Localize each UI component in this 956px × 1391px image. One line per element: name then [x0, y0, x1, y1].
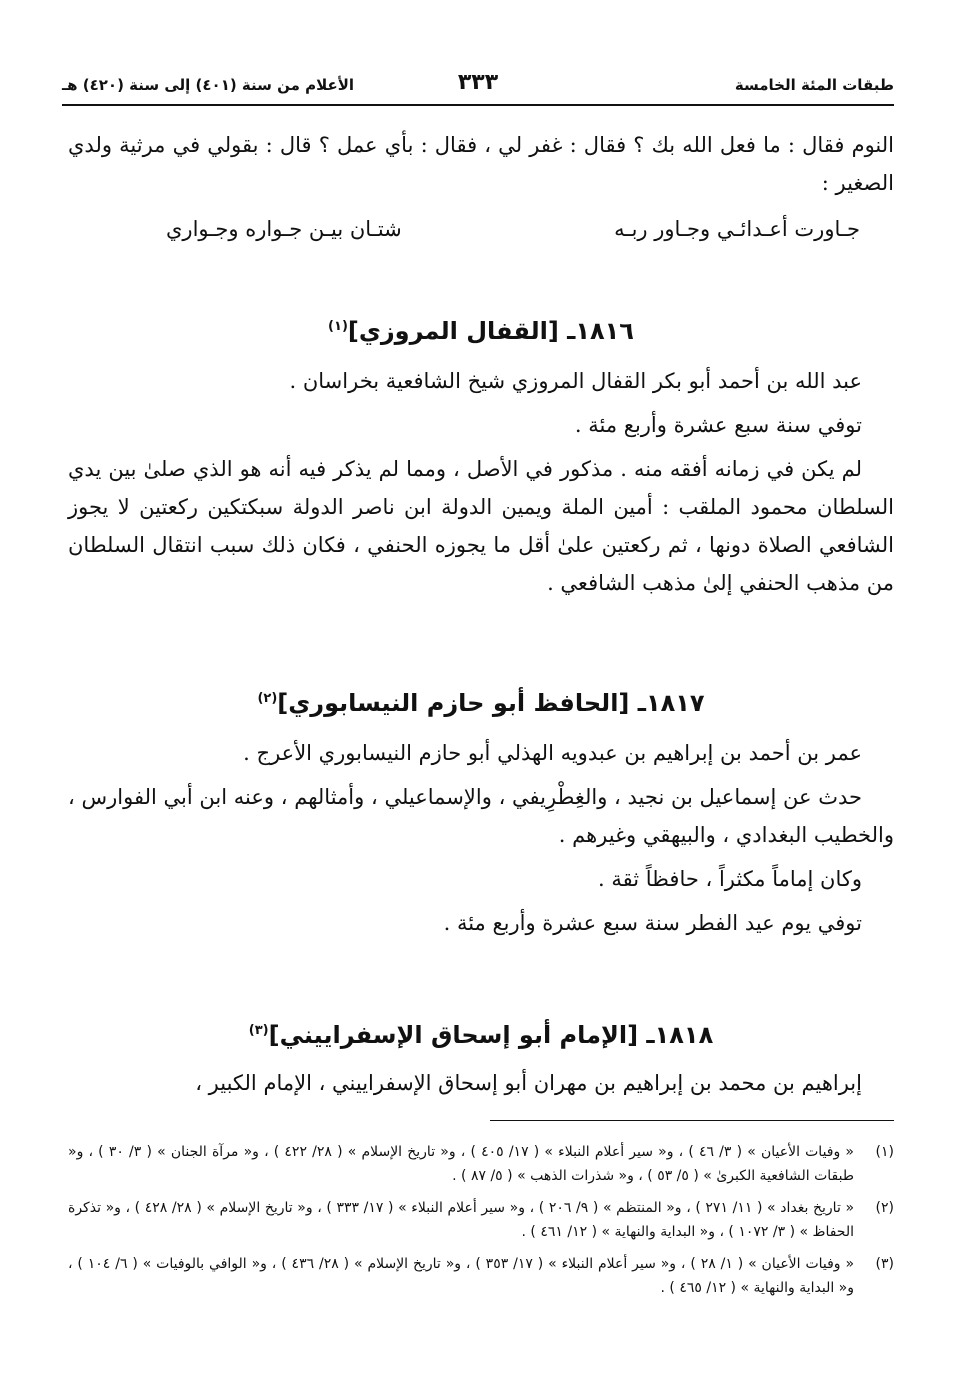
entry-paragraph: وكان إماماً مكثراً ، حافظاً ثقة .	[598, 867, 862, 891]
entry-1817	[68, 680, 894, 942]
entry-paragraph: توفي سنة سبع عشرة وأربع مئة .	[574, 413, 862, 437]
footnote-ref: (١)	[328, 319, 348, 334]
verse-first-hemistich: جـاورت أعـدائـي وجـاور ربـه	[614, 217, 860, 241]
entry-1816	[68, 308, 894, 602]
footnote-ref: (٣)	[248, 1023, 269, 1038]
verse-second-hemistich: شتـان بيـن جـواره وجـواري	[166, 217, 402, 241]
entry-title: ١٨١٦ـ [القفال المروزي]$^{(١)}$	[328, 317, 634, 345]
entry-title: ١٨١٧ـ [الحافظ أبو حازم النيسابوري]$^{(٢)}$	[257, 689, 705, 717]
opening-paragraph: النوم فقال : ما فعل الله بك ؟ فقال : غفر لي ، فقال : بأي عمل ؟ قال : بقولي في مرثية ولدي الصغير :	[68, 133, 894, 195]
verse-line	[68, 210, 894, 248]
entry-1818	[68, 1012, 894, 1102]
footnotes	[68, 1140, 894, 1308]
footnote	[68, 1140, 894, 1188]
header-rule	[62, 104, 894, 106]
footnote-number: (٣)	[875, 1256, 894, 1272]
page-number: ٣٣٣	[457, 70, 499, 95]
footnote-ref: (٢)	[257, 691, 278, 706]
header-range: الأعلام من سنة (٤٠١) إلى سنة (٤٢٠) هـ	[62, 76, 355, 94]
footnote	[68, 1252, 894, 1300]
footnote-number: (١)	[875, 1144, 894, 1160]
footnote	[68, 1196, 894, 1244]
footnote-rule	[490, 1120, 894, 1121]
entry-paragraph: لم يكن في زمانه أفقه منه . مذكور في الأصل ، ومما لم يذكر فيه أنه هو الذي صلىٰ بين يدي السلطان محمود الملقب : أمين الملة ويمين الدولة ابن ناصر الدولة سبكتكين ركعتين لا يجوز الشافعي الصلاة دونها ، ثم ركعتين علىٰ أقل ما يجوزه الحنفي ، فكان ذلك سبب انتقال السلطان من مذهب الحنفي إلىٰ مذهب الشافعي .	[68, 457, 894, 595]
footnote-text: « وفيات الأعيان » ( ١/ ٢٨ ) ، و« سير أعلام النبلاء » ( ١٧/ ٣٥٣ ) ، و« تاريخ الإسلام » ( ٢٨/ ٤٣٦ ) ، و« الوافي بالوفيات » ( ٦/ ١٠٤ ) ، و« البداية والنهاية » ( ١٢/ ٤٦٥ ) .	[68, 1256, 855, 1296]
running-header	[62, 72, 894, 100]
opening-block	[68, 126, 894, 248]
entry-paragraph: عمر بن أحمد بن إبراهيم بن عبدويه الهذلي أبو حازم النيسابوري الأعرج .	[243, 741, 862, 765]
entry-paragraph: إبراهيم بن محمد بن إبراهيم بن مهران أبو إسحاق الإسفراييني ، الإمام الكبير ،	[195, 1071, 862, 1095]
footnote-number: (٢)	[875, 1200, 894, 1216]
footnote-text: « وفيات الأعيان » ( ٣/ ٤٦ ) ، و« سير أعلام النبلاء » ( ١٧/ ٤٠٥ ) ، و« تاريخ الإسلام » ( ٢٨/ ٤٢٢ ) ، و« مرآة الجنان » ( ٣/ ٣٠ ) ، و« طبقات الشافعية الكبرىٰ » ( ٥/ ٥٣ ) ، و« شذرات الذهب » ( ٥/ ٨٧ ) .	[68, 1144, 854, 1184]
entry-paragraph: عبد الله بن أحمد أبو بكر القفال المروزي شيخ الشافعية بخراسان .	[289, 369, 862, 393]
entry-paragraph: توفي يوم عيد الفطر سنة سبع عشرة وأربع مئة .	[443, 911, 862, 935]
entry-title: ١٨١٨ـ [الإمام أبو إسحاق الإسفراييني]$^{(٣)}$	[248, 1021, 714, 1049]
footnote-text: « تاريخ بغداد » ( ١١/ ٢٧١ ) ، و« المنتظم » ( ٩/ ٢٠٦ ) ، و« سير أعلام النبلاء » ( ١٧/ ٣٣٣ ) ، و« تاريخ الإسلام » ( ٢٨/ ٤٢٨ ) ، و« تذكرة الحفاظ » ( ٣/ ١٠٧٢ ) ، و« البداية والنهاية » ( ١٢/ ٤٦١ ) .	[68, 1200, 855, 1240]
header-book-section: طبقات المئة الخامسة	[734, 76, 894, 94]
entry-paragraph: حدث عن إسماعيل بن نجيد ، والغِطْرِيفي ، والإسماعيلي ، وأمثالهم ، وعنه ابن أبي الفوارس ، والخطيب البغدادي ، والبيهقي وغيرهم .	[68, 785, 894, 847]
